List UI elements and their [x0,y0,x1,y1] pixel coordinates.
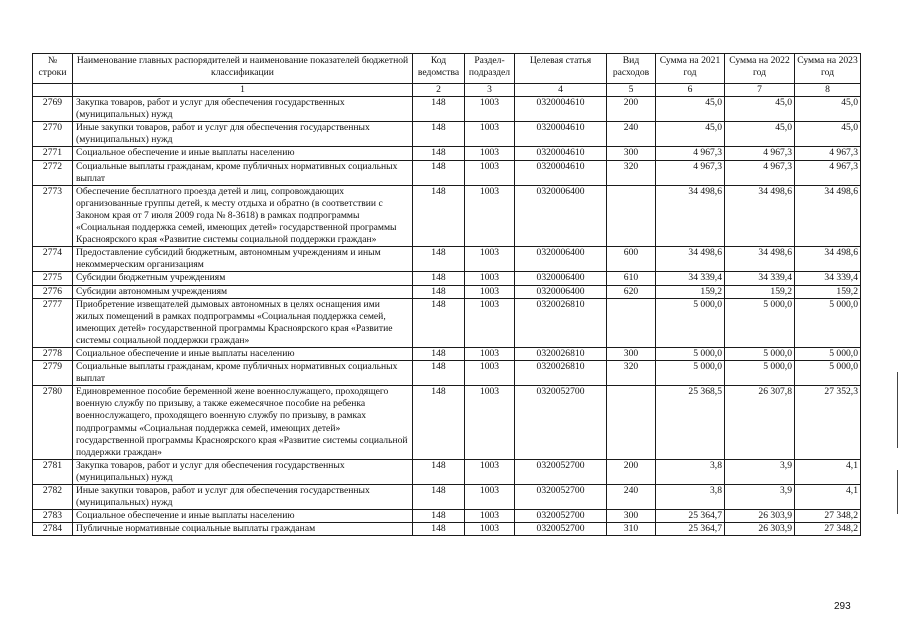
row-number: 2779 [33,361,73,386]
row-sum-2022: 159,2 [725,285,795,298]
table-row [33,523,861,536]
row-sum-2023: 5 000,0 [795,347,861,360]
row-name: Обеспечение бесплатного проезда детей и лиц, сопровождающих организованные группы детей, к месту отдыха и обратно (в соответствии с Законом края от 7 июля 2009 года № 8-3618) в рамках подпрограммы «Социальная поддержка семей, имеющих детей» государственной программы Красноярского края «Развитие системы социальной поддержки граждан» [73,185,413,246]
row-dept-code: 148 [413,386,465,460]
col-index: 7 [725,84,795,97]
row-sum-2021: 34 498,6 [656,247,725,272]
row-section: 1003 [465,386,515,460]
row-number: 2777 [33,298,73,347]
row-sum-2021: 5 000,0 [656,347,725,360]
row-sum-2021: 45,0 [656,97,725,122]
row-sum-2023: 27 348,2 [795,523,861,536]
row-sum-2022: 45,0 [725,97,795,122]
row-expense-type: 300 [607,510,656,523]
table-body [33,97,861,536]
table-row [33,361,861,386]
row-target-article: 0320004610 [515,97,607,122]
row-number: 2773 [33,185,73,246]
row-name: Закупка товаров, работ и услуг для обеспечения государственных (муниципальных) нужд [73,459,413,484]
row-sum-2023: 34 498,6 [795,247,861,272]
column-index-row [33,84,861,97]
row-sum-2021: 25 364,7 [656,510,725,523]
row-sum-2023: 45,0 [795,122,861,147]
row-sum-2022: 26 307,8 [725,386,795,460]
row-number: 2769 [33,97,73,122]
row-section: 1003 [465,285,515,298]
scan-edge-mark [897,470,898,514]
row-dept-code: 148 [413,523,465,536]
row-expense-type: 310 [607,523,656,536]
row-number: 2775 [33,272,73,285]
row-target-article: 0320006400 [515,185,607,246]
row-target-article: 0320052700 [515,510,607,523]
row-name: Иные закупки товаров, работ и услуг для обеспечения государственных (муниципальных) нужд [73,485,413,510]
budget-table-page [32,53,861,536]
table-row [33,386,861,460]
row-name: Социальное обеспечение и иные выплаты населению [73,510,413,523]
row-expense-type: 200 [607,459,656,484]
row-target-article: 0320004610 [515,122,607,147]
row-sum-2022: 45,0 [725,122,795,147]
row-expense-type [607,298,656,347]
row-number: 2771 [33,147,73,160]
row-name: Приобретение извещателей дымовых автономных в целях оснащения ими жилых помещений в рамках подпрограммы «Социальная поддержка семей, имеющих детей» государственной программы Красноярского края «Развитие системы социальной поддержки граждан» [73,298,413,347]
page-number: 293 [834,601,851,612]
row-dept-code: 148 [413,361,465,386]
table-row [33,459,861,484]
row-sum-2022: 34 498,6 [725,247,795,272]
row-target-article: 0320052700 [515,485,607,510]
row-dept-code: 148 [413,185,465,246]
table-row [33,160,861,185]
row-section: 1003 [465,272,515,285]
row-target-article: 0320026810 [515,347,607,360]
row-expense-type: 620 [607,285,656,298]
row-dept-code: 148 [413,122,465,147]
row-section: 1003 [465,523,515,536]
row-sum-2022: 4 967,3 [725,160,795,185]
col-index [33,84,73,97]
col-index: 8 [795,84,861,97]
row-sum-2023: 5 000,0 [795,361,861,386]
row-sum-2021: 3,8 [656,485,725,510]
row-expense-type: 320 [607,160,656,185]
row-expense-type: 240 [607,122,656,147]
row-dept-code: 148 [413,247,465,272]
table-row [33,347,861,360]
row-target-article: 0320052700 [515,523,607,536]
row-sum-2021: 34 498,6 [656,185,725,246]
table-row [33,485,861,510]
row-name: Единовременное пособие беременной жене военнослужащего, проходящего военную службу по призыву, а также ежемесячное пособие на ребенка военнослужащего, проходящего военную службу по призыву, в рамках подпрограммы «Социальная поддержка семей, имеющих детей» государственной программы Красноярского края «Развитие системы социальной поддержки граждан» [73,386,413,460]
row-sum-2021: 4 967,3 [656,160,725,185]
scan-edge-mark [897,372,898,448]
table-row [33,510,861,523]
col-header-target: Целевая статья [515,54,607,84]
col-index: 3 [465,84,515,97]
row-name: Социальные выплаты гражданам, кроме публичных нормативных социальных выплат [73,361,413,386]
col-index: 5 [607,84,656,97]
row-section: 1003 [465,185,515,246]
col-header-exp-type: Вид расходов [607,54,656,84]
row-sum-2021: 4 967,3 [656,147,725,160]
row-expense-type: 610 [607,272,656,285]
row-sum-2023: 5 000,0 [795,298,861,347]
row-target-article: 0320006400 [515,247,607,272]
col-header-dept: Код ведомства [413,54,465,84]
row-sum-2022: 26 303,9 [725,510,795,523]
row-sum-2022: 34 498,6 [725,185,795,246]
row-dept-code: 148 [413,272,465,285]
row-section: 1003 [465,459,515,484]
budget-table [32,53,861,536]
row-sum-2022: 3,9 [725,459,795,484]
row-sum-2023: 4,1 [795,459,861,484]
row-name: Предоставление субсидий бюджетным, автономным учреждениям и иным некоммерческим организациям [73,247,413,272]
row-sum-2021: 25 364,7 [656,523,725,536]
row-expense-type: 200 [607,97,656,122]
row-sum-2021: 25 368,5 [656,386,725,460]
row-sum-2023: 4 967,3 [795,147,861,160]
row-target-article: 0320006400 [515,272,607,285]
row-number: 2774 [33,247,73,272]
row-dept-code: 148 [413,147,465,160]
row-name: Социальное обеспечение и иные выплаты населению [73,347,413,360]
row-target-article: 0320026810 [515,361,607,386]
row-name: Субсидии бюджетным учреждениям [73,272,413,285]
row-target-article: 0320004610 [515,147,607,160]
row-section: 1003 [465,147,515,160]
row-expense-type: 240 [607,485,656,510]
row-number: 2781 [33,459,73,484]
table-row [33,122,861,147]
row-sum-2021: 45,0 [656,122,725,147]
row-section: 1003 [465,298,515,347]
col-index: 1 [73,84,413,97]
table-row [33,298,861,347]
row-number: 2778 [33,347,73,360]
header-row [33,54,861,84]
row-sum-2023: 34 339,4 [795,272,861,285]
row-sum-2022: 26 303,9 [725,523,795,536]
row-dept-code: 148 [413,298,465,347]
row-target-article: 0320006400 [515,285,607,298]
row-name: Социальное обеспечение и иные выплаты населению [73,147,413,160]
row-sum-2023: 4 967,3 [795,160,861,185]
row-number: 2784 [33,523,73,536]
row-name: Закупка товаров, работ и услуг для обеспечения государственных (муниципальных) нужд [73,97,413,122]
row-sum-2022: 4 967,3 [725,147,795,160]
row-dept-code: 148 [413,160,465,185]
row-target-article: 0320052700 [515,386,607,460]
table-row [33,272,861,285]
row-dept-code: 148 [413,97,465,122]
row-section: 1003 [465,485,515,510]
row-target-article: 0320052700 [515,459,607,484]
row-expense-type: 600 [607,247,656,272]
col-header-row-num: № строки [33,54,73,84]
row-dept-code: 148 [413,485,465,510]
row-number: 2776 [33,285,73,298]
row-sum-2023: 34 498,6 [795,185,861,246]
table-row [33,97,861,122]
row-section: 1003 [465,97,515,122]
row-expense-type: 300 [607,147,656,160]
row-expense-type: 300 [607,347,656,360]
row-sum-2023: 27 348,2 [795,510,861,523]
col-header-2023: Сумма на 2023 год [795,54,861,84]
row-dept-code: 148 [413,510,465,523]
row-sum-2022: 5 000,0 [725,298,795,347]
row-number: 2772 [33,160,73,185]
row-name: Публичные нормативные социальные выплаты гражданам [73,523,413,536]
row-sum-2021: 34 339,4 [656,272,725,285]
row-sum-2021: 3,8 [656,459,725,484]
row-expense-type: 320 [607,361,656,386]
row-sum-2023: 45,0 [795,97,861,122]
row-sum-2022: 5 000,0 [725,361,795,386]
col-index: 2 [413,84,465,97]
col-header-2021: Сумма на 2021 год [656,54,725,84]
row-number: 2770 [33,122,73,147]
row-sum-2023: 27 352,3 [795,386,861,460]
row-expense-type [607,185,656,246]
row-expense-type [607,386,656,460]
table-row [33,247,861,272]
col-header-name: Наименование главных распорядителей и наименование показателей бюджетной классификации [73,54,413,84]
row-number: 2783 [33,510,73,523]
row-dept-code: 148 [413,459,465,484]
row-sum-2022: 34 339,4 [725,272,795,285]
row-sum-2022: 5 000,0 [725,347,795,360]
row-number: 2782 [33,485,73,510]
row-section: 1003 [465,361,515,386]
row-sum-2023: 4,1 [795,485,861,510]
row-sum-2023: 159,2 [795,285,861,298]
row-sum-2022: 3,9 [725,485,795,510]
table-row [33,147,861,160]
row-name: Иные закупки товаров, работ и услуг для обеспечения государственных (муниципальных) нужд [73,122,413,147]
row-dept-code: 148 [413,347,465,360]
row-number: 2780 [33,386,73,460]
row-dept-code: 148 [413,285,465,298]
row-name: Социальные выплаты гражданам, кроме публичных нормативных социальных выплат [73,160,413,185]
col-header-section: Раздел-подраздел [465,54,515,84]
row-name: Субсидии автономным учреждениям [73,285,413,298]
row-section: 1003 [465,160,515,185]
col-index: 4 [515,84,607,97]
row-section: 1003 [465,347,515,360]
table-row [33,285,861,298]
row-sum-2021: 5 000,0 [656,298,725,347]
row-section: 1003 [465,510,515,523]
row-target-article: 0320026810 [515,298,607,347]
row-section: 1003 [465,247,515,272]
row-sum-2021: 159,2 [656,285,725,298]
row-section: 1003 [465,122,515,147]
col-index: 6 [656,84,725,97]
row-target-article: 0320004610 [515,160,607,185]
table-row [33,185,861,246]
row-sum-2021: 5 000,0 [656,361,725,386]
col-header-2022: Сумма на 2022 год [725,54,795,84]
